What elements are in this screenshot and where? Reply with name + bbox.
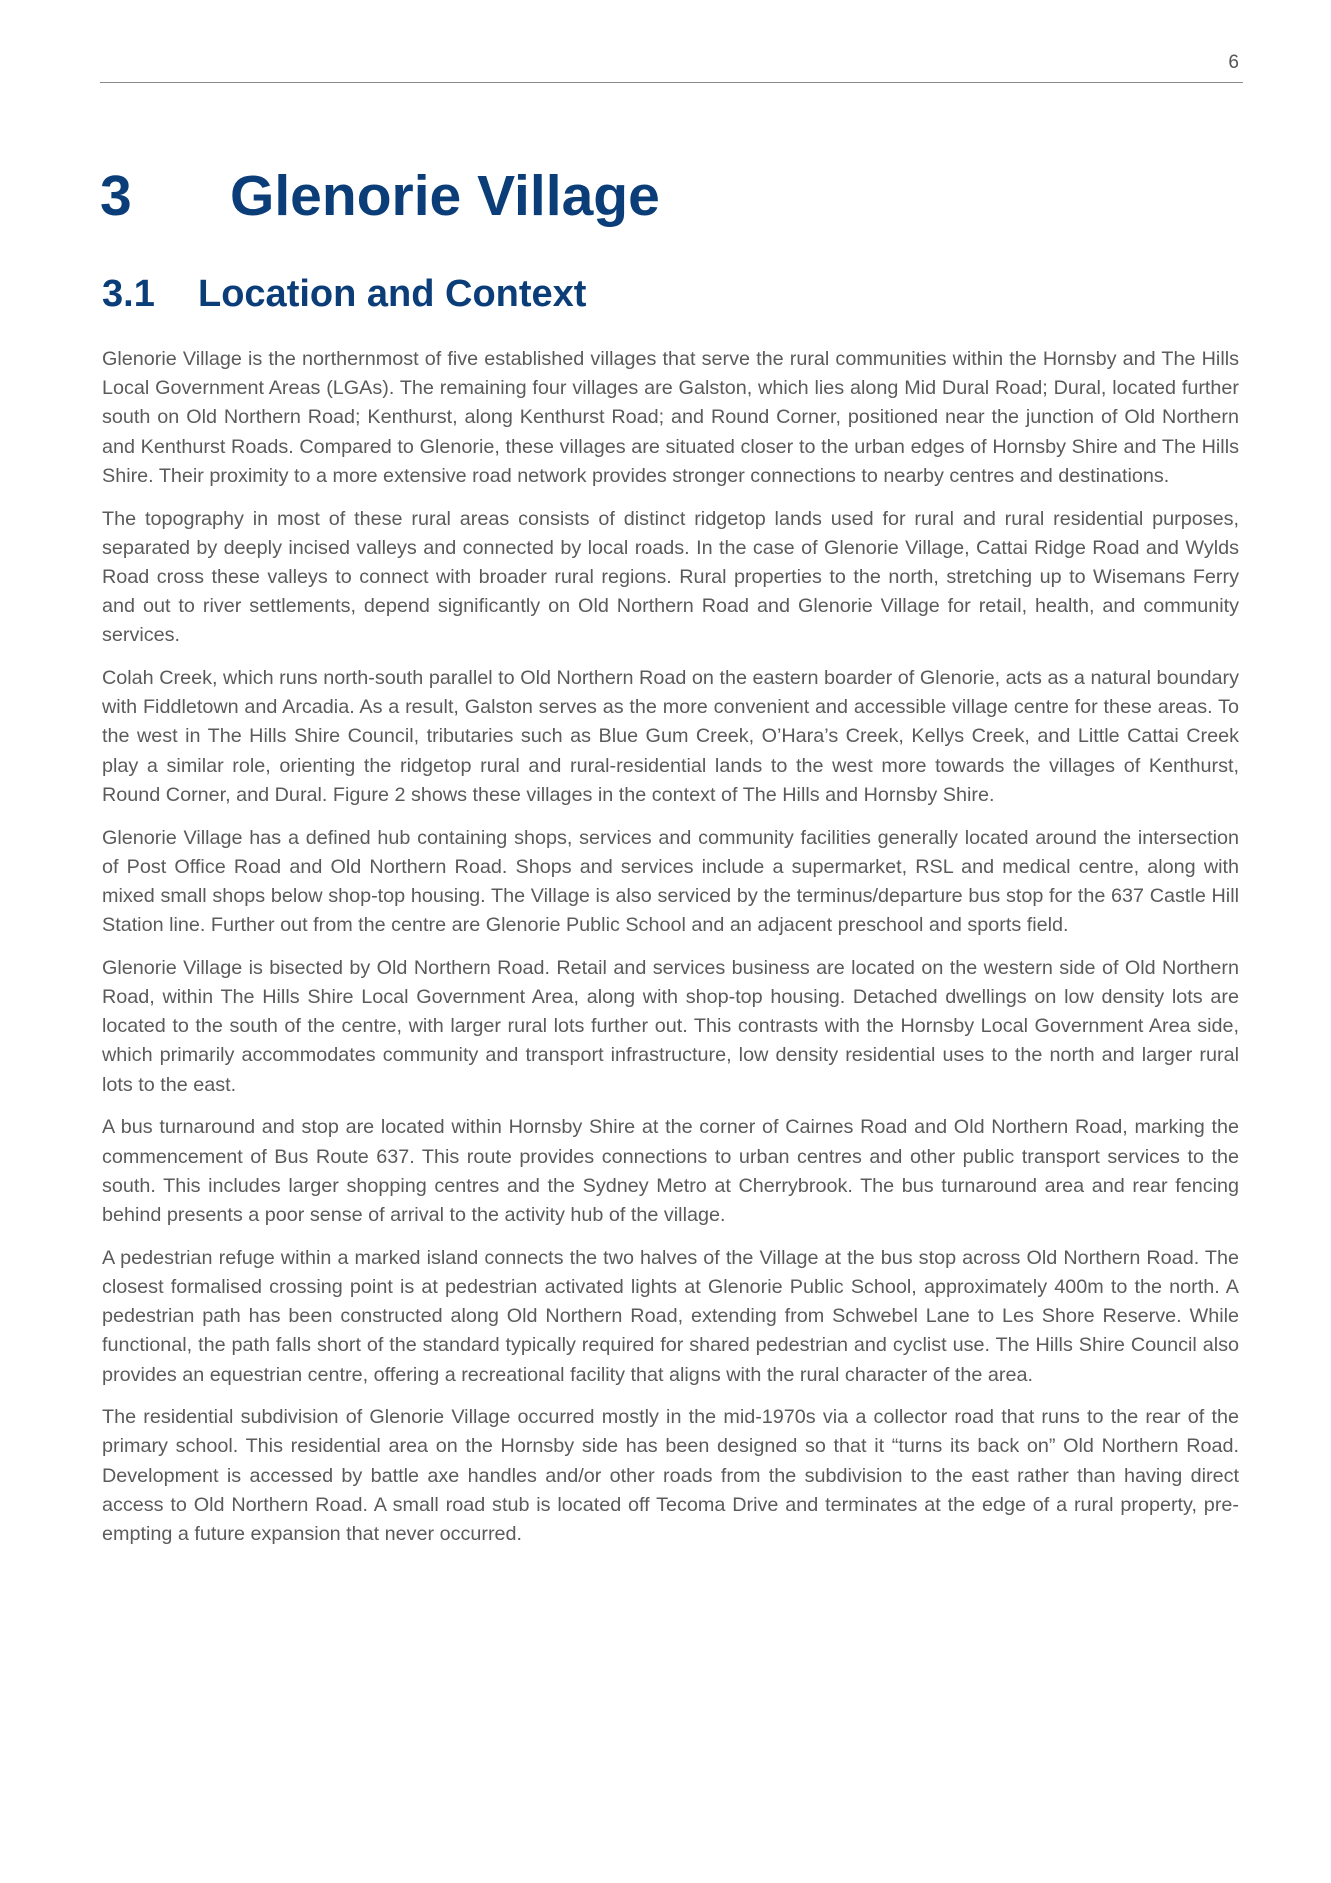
section-title: Location and Context [198,273,587,315]
paragraph: Glenorie Village is the northernmost of five established villages that serve the rural communities within the Hornsby and The Hills Local Government Areas (LGAs). The remaining four villages are Galston, which lies along Mid Dural Road; Dural, located further south on Old Northern Road; Kenthurst, along Kenthurst Road; and Round Corner, positioned near the junction of Old Northern and Kenthurst Roads. Compared to Glenorie, these villages are situated closer to the urban edges of Hornsby Shire and The Hills Shire. Their proximity to a more extensive road network provides stronger connections to nearby centres and destinations. [102,348,1239,487]
header-divider [100,82,1243,83]
chapter-title: Glenorie Village [230,164,660,228]
chapter-heading [100,160,660,232]
paragraph: Colah Creek, which runs north-south parallel to Old Northern Road on the eastern boarder of Glenorie, acts as a natural boundary with Fiddletown and Arcadia. As a result, Galston serves as the more convenient and accessible village centre for these areas. To the west in The Hills Shire Council, tributaries such as Blue Gum Creek, O’Hara’s Creek, Kellys Creek, and Little Cattai Creek play a similar role, orienting the ridgetop rural and rural-residential lands to the west more towards the villages of Kenthurst, Round Corner, and Dural. Figure 2 shows these villages in the context of The Hills and Hornsby Shire. [102,667,1239,806]
paragraph: The topography in most of these rural areas consists of distinct ridgetop lands used for rural and rural residential purposes, separated by deeply incised valleys and connected by local roads. In the case of Glenorie Village, Cattai Ridge Road and Wylds Road cross these valleys to connect with broader rural regions. Rural properties to the north, stretching up to Wisemans Ferry and out to river settlements, depend significantly on Old Northern Road and Glenorie Village for retail, health, and community services. [102,507,1239,647]
paragraph: Glenorie Village is bisected by Old Northern Road. Retail and services business are located on the western side of Old Northern Road, within The Hills Shire Local Government Area, along with shop-top housing. Detached dwellings on low density lots are located to the south of the centre, with larger rural lots further out. This contrasts with the Hornsby Local Government Area side, which primarily accommodates community and transport infrastructure, low density residential uses to the north and larger rural lots to the east. [102,956,1239,1096]
paragraph: A pedestrian refuge within a marked island connects the two halves of the Village at the bus stop across Old Northern Road. The closest formalised crossing point is at pedestrian activated lights at Glenorie Public School, approximately 400m to the north. A pedestrian path has been constructed along Old Northern Road, extending from Schwebel Lane to Les Shore Reserve. While functional, the path falls short of the standard typically required for shared pedestrian and cyclist use. The Hills Shire Council also provides an equestrian centre, offering a recreational facility that aligns with the rural character of the area. [102,1246,1239,1386]
section-number: 3.1 [102,273,155,315]
section-heading [102,270,586,318]
paragraph: A bus turnaround and stop are located within Hornsby Shire at the corner of Cairnes Road and Old Northern Road, marking the commencement of Bus Route 637. This route provides connections to urban centres and other public transport services to the south. This includes larger shopping centres and the Sydney Metro at Cherrybrook. The bus turnaround area and rear fencing behind presents a poor sense of arrival to the activity hub of the village. [102,1116,1239,1226]
chapter-number: 3 [100,164,132,228]
paragraph: Glenorie Village has a defined hub containing shops, services and community facilities generally located around the intersection of Post Office Road and Old Northern Road. Shops and services include a supermarket, RSL and medical centre, along with mixed small shops below shop-top housing. The Village is also serviced by the terminus/departure bus stop for the 637 Castle Hill Station line. Further out from the centre are Glenorie Public School and an adjacent preschool and sports field. [102,826,1239,937]
section-body [102,345,1239,1563]
paragraph: The residential subdivision of Glenorie Village occurred mostly in the mid-1970s via a collector road that runs to the rear of the primary school. This residential area on the Hornsby side has been designed so that it “turns its back on” Old Northern Road. Development is accessed by battle axe handles and/or other roads from the subdivision to the east rather than having direct access to Old Northern Road. A small road stub is located off Tecoma Drive and terminates at the edge of a rural property, pre-empting a future expansion that never occurred. [102,1406,1239,1546]
page-number: 6 [1228,52,1239,73]
